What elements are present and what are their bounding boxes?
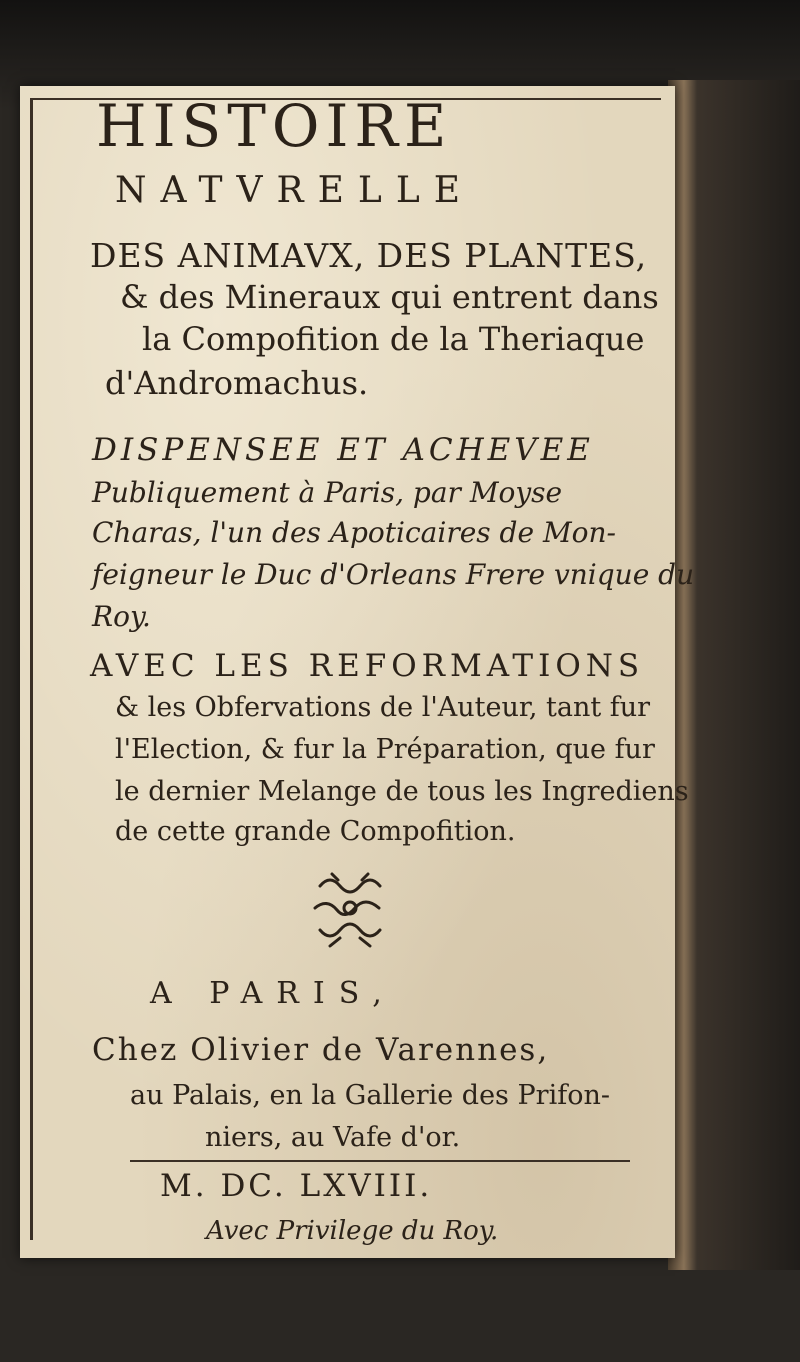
reformations-line-1: & les Obfervations de l'Auteur, tant fur: [115, 692, 651, 723]
reformations-line-3: le dernier Melange de tous les Ingrediens: [115, 776, 689, 807]
reformations-line-4: de cette grande Compofition.: [115, 816, 516, 847]
author-line-1: Publiquement à Paris, par Moyse: [92, 476, 563, 509]
author-line-4: Roy.: [92, 600, 151, 633]
dispensee-heading: DISPENSEE ET ACHEVEE: [92, 432, 594, 468]
book-edge: [668, 80, 800, 1270]
printers-fleuron-icon: [300, 866, 400, 956]
title-line-2: & des Mineraux qui entrent dans: [120, 278, 659, 316]
privilege-line: Avec Privilege du Roy.: [206, 1216, 499, 1246]
reformations-line-2: l'Election, & fur la Préparation, que fur: [115, 734, 655, 765]
title-page: [20, 86, 695, 1258]
imprint-publisher: Chez Olivier de Varennes,: [92, 1032, 550, 1068]
imprint-rule: [130, 1160, 630, 1162]
title-line-3: la Compofition de la Theriaque: [142, 320, 645, 358]
title-line-1: DES ANIMAVX, DES PLANTES,: [90, 236, 648, 275]
title-line-4: d'Andromachus.: [105, 364, 369, 402]
author-line-3: feigneur le Duc d'Orleans Frere vnique du: [92, 558, 695, 591]
book-subtitle: NATVRELLE: [115, 170, 475, 211]
imprint-address-2: niers, au Vafe d'or.: [205, 1122, 461, 1153]
imprint-date: M. DC. LXVIII.: [160, 1168, 433, 1204]
imprint-address-1: au Palais, en la Gallerie des Prifon-: [130, 1080, 610, 1111]
author-line-2: Charas, l'un des Apoticaires de Mon-: [92, 516, 616, 549]
imprint-city: A PARIS,: [150, 976, 396, 1011]
reformations-heading: AVEC LES REFORMATIONS: [90, 648, 645, 684]
book-title: HISTOIRE: [96, 92, 453, 160]
